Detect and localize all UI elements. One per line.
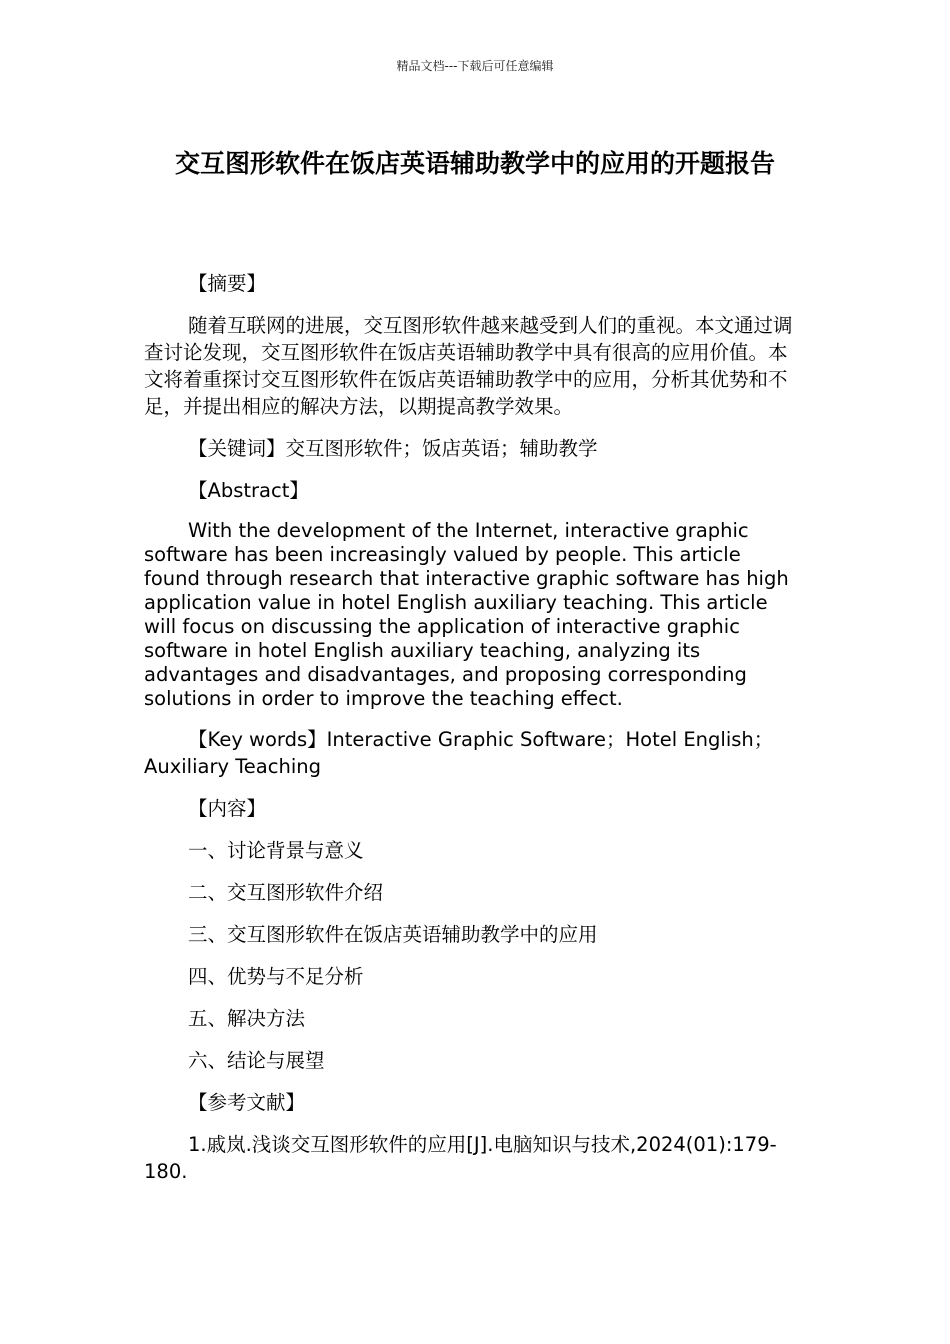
- abstract-paragraph: 随着互联网的进展，交互图形软件越来越受到人们的重视。本文通过调查讨论发现，交互图形软件在饭店英语辅助教学中具有很高的应用价值。本文将着重探讨交互图形软件在饭店英语辅助教学中的应用，分析其优势和不足，并提出相应的解决方法，以期提高教学效果。: [144, 314, 793, 418]
- content-heading: 【内容】: [188, 797, 267, 820]
- reference-item: 1.戚岚.浅谈交互图形软件的应用[J].电脑知识与技术,2024(01):179-180.: [144, 1133, 777, 1183]
- toc-item: 六、结论与展望: [188, 1049, 325, 1072]
- document-title: 交互图形软件在饭店英语辅助教学中的应用的开题报告: [174, 149, 775, 178]
- document-body: [144, 270, 794, 1200]
- abstract-en-paragraph: With the development of the Internet, interactive graphic software has been increasingly valued by people. This article found through research that interactive graphic software has high application value in hotel English auxiliary teaching. This article will focus on discussing the application of interactive graphic software in hotel English auxiliary teaching, analyzing its advantages and disadvantages, and proposing corresponding solutions in order to improve the teaching effect.: [144, 519, 789, 710]
- page-header: 精品文档---下载后可任意编辑: [396, 59, 554, 73]
- abstract-heading: 【摘要】: [188, 272, 267, 295]
- keywords-en: 【Key words】Interactive Graphic Software；Hotel English；Auxiliary Teaching: [144, 728, 774, 778]
- abstract-en-heading: 【Abstract】: [188, 479, 309, 502]
- toc-item: 一、讨论背景与意义: [188, 839, 364, 862]
- toc-item: 四、优势与不足分析: [188, 965, 364, 988]
- toc-item: 五、解决方法: [188, 1007, 306, 1030]
- keywords-cn: 【关键词】交互图形软件；饭店英语；辅助教学: [188, 437, 598, 460]
- references-heading: 【参考文献】: [188, 1091, 306, 1114]
- toc-item: 二、交互图形软件介绍: [188, 881, 384, 904]
- toc-item: 三、交互图形软件在饭店英语辅助教学中的应用: [188, 923, 598, 946]
